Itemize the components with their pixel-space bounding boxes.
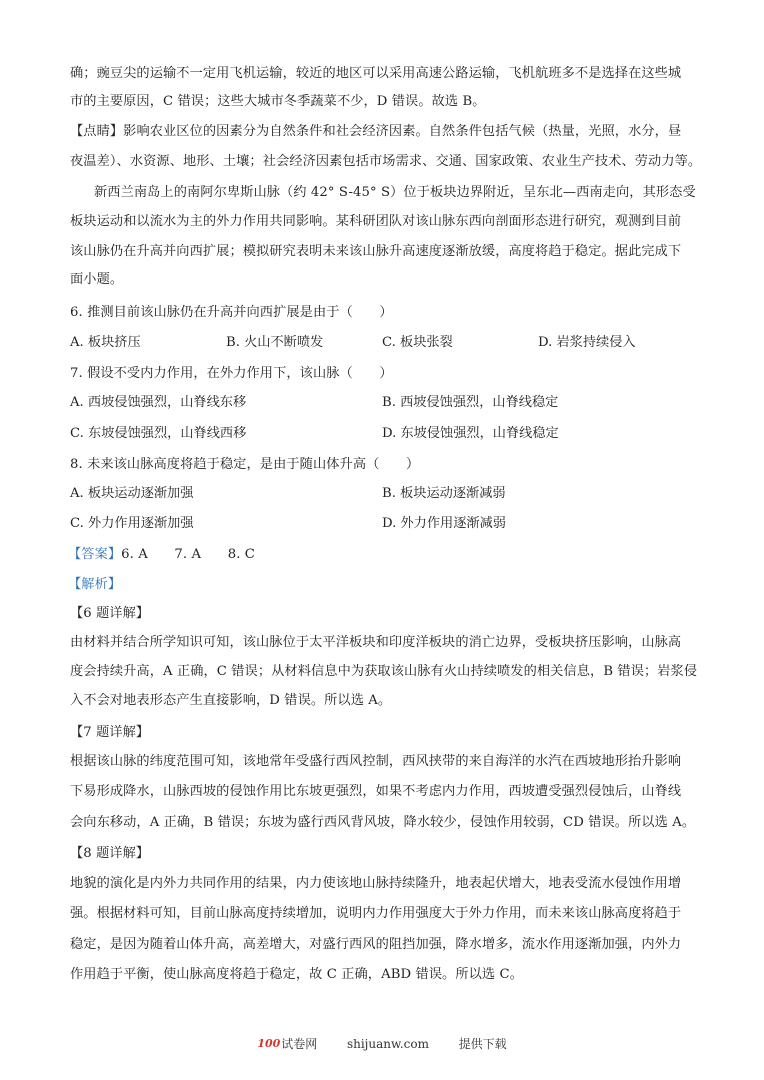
prev-answer-line: 确；豌豆尖的运输不一定用飞机运输，较近的地区可以采用高速公路运输，飞机航班多不是选择在这些城 [70,66,682,81]
analysis-label: 【解析】 [68,577,122,592]
question-8-stem: 8. 未来该山脉高度将趋于稳定，是由于随山体升高（ ） [70,457,420,472]
detail-8-line: 强。根据材料可知，目前山脉高度持续增加，说明内力作用强度大于外力作用，而未来该山脉高度将趋于 [70,906,682,921]
footer-site[interactable]: shijuanw.com [346,1036,429,1051]
footer-logo-text: 试卷网 [281,1036,318,1051]
q6-option-d: D. 岩浆持续侵入 [538,335,636,350]
answer-label: 【答案】 [68,547,122,562]
q8-option-a: A. 板块运动逐渐加强 [70,486,194,501]
detail-7-line: 下易形成降水，山脉西坡的侵蚀作用比东坡更强烈，如果不考虑内力作用，西坡遭受强烈侵蚀后，山脊线 [70,784,682,799]
footer-logo-icon: 100 [257,1036,281,1050]
q6-option-b: B. 火山不断喷发 [226,335,324,350]
q6-option-c: C. 板块张裂 [382,335,453,350]
detail-6-line: 由材料并结合所学知识可知，该山脉位于太平洋板块和印度洋板块的消亡边界，受板块挤压影响，山脉高 [70,635,682,650]
prev-answer-line: 市的主要原因，C 错误；这些大城市冬季蔬菜不少，D 错误。故选 B。 [70,94,486,109]
question-7-stem: 7. 假设不受内力作用，在外力作用下，该山脉（ ） [70,366,393,381]
q8-option-b: B. 板块运动逐渐减弱 [382,486,506,501]
detail-6-line: 入不会对地表形态产生直接影响，D 错误。所以选 A。 [70,693,392,708]
detail-6-line: 度会持续升高，A 正确，C 错误；从材料信息中为获取该山脉有火山持续喷发的相关信息，B 错误；岩浆侵 [70,664,698,679]
answer-row [68,545,255,565]
detail-7-line: 根据该山脉的纬度范围可知，该地常年受盛行西风控制，西风挟带的来自海洋的水汽在西坡地形抬升影响 [70,754,682,769]
q7-option-a: A. 西坡侵蚀强烈，山脊线东移 [70,395,247,410]
detail-7-title: 【7 题详解】 [70,725,150,740]
detail-6-title: 【6 题详解】 [70,606,150,621]
detail-8-title: 【8 题详解】 [70,846,150,861]
tip-text: 影响农业区位的因素分为自然条件和社会经济因素。自然条件包括气候（热量，光照，水分，昼 [123,124,682,139]
detail-8-line: 作用趋于平衡，使山脉高度将趋于稳定，故 C 正确，ABD 错误。所以选 C。 [70,967,523,982]
q6-option-a: A. 板块挤压 [70,335,141,350]
material-line: 新西兰南岛上的南阿尔卑斯山脉（约 42° S-45° S）位于板块边界附近，呈东北—西南走向，其形态受 [94,185,696,200]
answer-values: 6. A 7. A 8. C [121,547,255,562]
q8-option-c: C. 外力作用逐渐加强 [70,516,194,531]
page-footer [0,1034,764,1053]
q7-option-b: B. 西坡侵蚀强烈，山脊线稳定 [382,395,559,410]
material-line: 板块运动和以流水为主的外力作用共同影响。某科研团队对该山脉东西向剖面形态进行研究，观测到目前 [70,214,682,229]
q7-option-c: C. 东坡侵蚀强烈，山脊线西移 [70,426,247,441]
footer-download-text: 提供下载 [458,1036,507,1051]
tip-line: 夜温差）、水资源、地形、土壤；社会经济因素包括市场需求、交通、国家政策、农业生产技术、劳动力等。 [70,154,702,169]
detail-8-line: 稳定，是因为随着山体升高，高差增大，对盛行西风的阻挡加强，降水增多，流水作用逐渐加强，内外力 [70,937,682,952]
detail-8-line: 地貌的演化是内外力共同作用的结果，内力使该地山脉持续隆升，地表起伏增大，地表受流水侵蚀作用增 [70,876,682,891]
tip-paragraph [70,122,681,142]
material-line: 面小题。 [70,272,124,287]
q8-option-d: D. 外力作用逐渐减弱 [382,516,506,531]
q7-option-d: D. 东坡侵蚀强烈，山脊线稳定 [382,426,559,441]
tip-label: 【点睛】 [70,124,124,139]
question-6-stem: 6. 推测目前该山脉仍在升高并向西扩展是由于（ ） [70,305,393,320]
material-line: 该山脉仍在升高并向西扩展；模拟研究表明未来该山脉升高速度逐渐放缓，高度将趋于稳定。据此完成下 [70,244,682,259]
detail-7-line: 会向东移动，A 正确，B 错误；东坡为盛行西风背风坡，降水较少，侵蚀作用较弱，CD 错误。所以选 A。 [70,815,696,830]
